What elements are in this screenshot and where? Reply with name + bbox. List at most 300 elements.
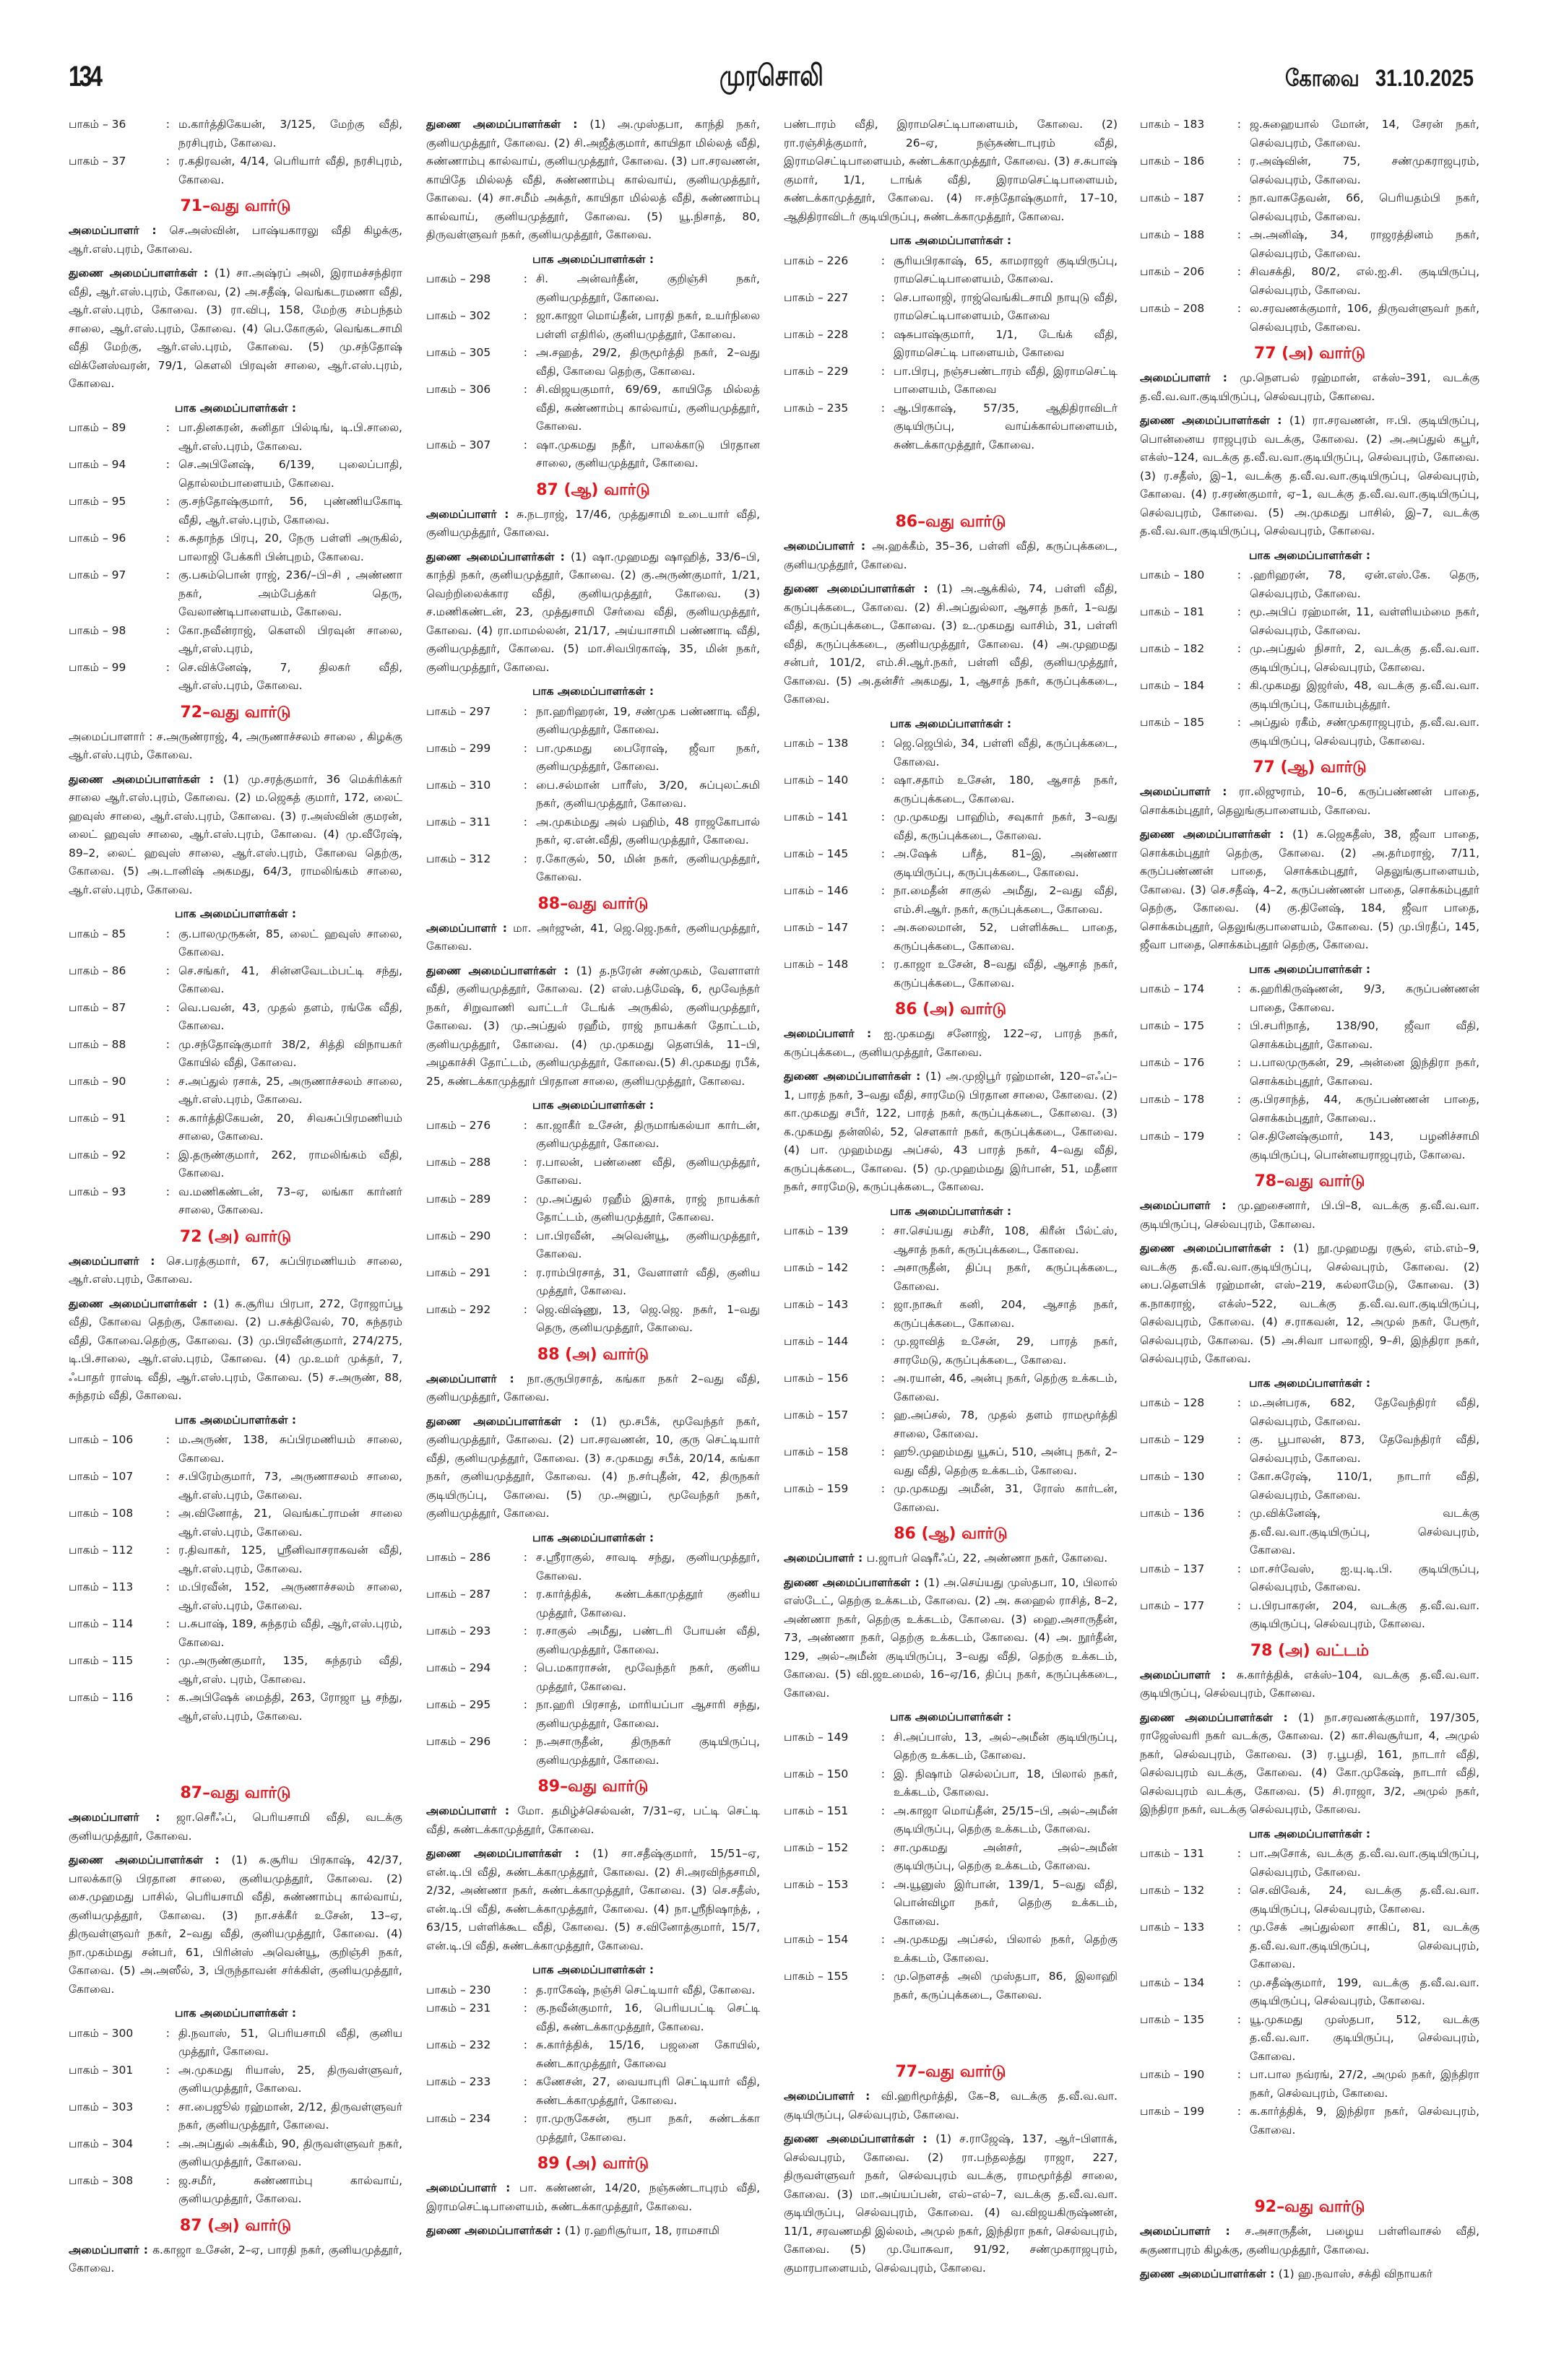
booth-number (1140, 226, 1250, 263)
booth-no: 234 (469, 2112, 491, 2125)
booth-row (784, 1406, 1118, 1443)
organizer-details: மா. அர்ஜுன், 41, ஜெ.ஜெ.நகர், குனியமுத்தூர், கோவை. (426, 921, 760, 953)
deputy-organizers (426, 548, 760, 678)
organizer-label: அமைப்பாளர் : (69, 2243, 153, 2256)
booth-prefix: பாகம் – (69, 660, 112, 674)
separator: : (1237, 155, 1241, 168)
booth-row (784, 735, 1118, 771)
deputies-details: (1) சு.சூரிய பிரபா, 272, ரோஜாப்பூ வீதி, கோவை தெற்கு, கோவை. (2) ப.சக்திவேல், 70, சுந்தரம் வீதி, கோவை.தெற்கு, கோவை. (3) மு.பிரவீன்குமார், 274/275, டி.பி.சாலை, ஆர்.எஸ்.புரம், கோவை. (4) மு.உமர் முக்தர், 7, ஃபாதர் ராஸ்டி வீதி, ஆர்.எஸ்.புரம், கோவை. (5) ச.அருண், 88, சுந்தரம் வீதி, கோவை. (69, 1297, 402, 1402)
booth-organizer: அ.வினோத், 21, வெங்கட்ராமன் சாலை ஆர்.எஸ்.புரம், கோவை. (178, 1507, 402, 1539)
booth-organizer: செ.விக்னேஷ், 7, திலகர் வீதி, ஆர்.எஸ்.புரம், கோவை. (178, 660, 402, 692)
booth-row (426, 1696, 760, 1733)
ward-organizer (1140, 369, 1479, 406)
separator: : (523, 2038, 527, 2051)
ward-heading: 77–வது வார்டு (895, 2063, 1006, 2081)
booth-no: 153 (826, 1877, 849, 1891)
booth-prefix: பாகம் – (426, 1735, 470, 1748)
booth-no: 144 (826, 1335, 849, 1348)
booth-number (1140, 677, 1250, 714)
booth-prefix: பாகம் – (426, 2112, 470, 2125)
separator: : (165, 2137, 170, 2150)
booth-prefix: பாகம் – (426, 1265, 470, 1279)
booth-prefix: பாகம் – (784, 774, 827, 787)
booth-no: 301 (111, 2063, 134, 2077)
booth-organizer: ஷா.முகமது நதீர், பாலக்காடு பிரதான சாலை, குனியமுத்தூர், கோவை. (536, 438, 760, 469)
organizer-label: அமைப்பாளர் : (426, 507, 517, 521)
booth-row (69, 962, 402, 999)
booth-no: 92 (111, 1148, 126, 1161)
ward-organizer (426, 2179, 760, 2216)
booth-organizer: பா.பிரபு, நஞ்சபண்டாரம் வீதி, இராமசெட்டி பாளையம், கோவை (894, 364, 1118, 396)
booth-row (1140, 2066, 1479, 2103)
deputy-organizers (784, 2130, 1118, 2277)
booth-row (426, 703, 760, 740)
separator: : (523, 383, 527, 396)
booth-prefix: பாகம் – (1140, 642, 1183, 655)
deputies-label: துணை அமைப்பாளர்கள் : (1140, 1710, 1299, 1724)
separator: : (881, 1224, 885, 1237)
booth-number (69, 456, 178, 493)
separator: : (165, 568, 170, 581)
booth-number (784, 1728, 894, 1765)
booth-row (69, 622, 402, 659)
booth-prefix: பாகம் – (784, 364, 827, 378)
booth-organizer: கு.பாலமுருகன், 85, லைட் ஹவுஸ் சாலை, கோவை. (178, 927, 402, 959)
separator: : (881, 401, 885, 415)
booth-no: 114 (111, 1617, 134, 1630)
booth-number (426, 1733, 536, 1770)
separator: : (165, 1580, 170, 1593)
booth-no: 134 (1183, 1976, 1205, 1989)
booth-organizer: ர.காஜா உசேன், 8–வது வீதி, ஆசாத் நகர், கருப்புக்கடை, கோவை. (894, 958, 1118, 990)
booth-organizer: ர.அஷ்வின், 75, சண்முகராஜபுரம், செல்வபுரம், கோவை. (1250, 155, 1479, 186)
booth-organizer: பி.சபரிநாத், 138/90, ஜீவா வீதி, சொக்கம்புதூர், கோவை. (1250, 1019, 1479, 1051)
booth-no: 312 (469, 852, 491, 865)
booth-prefix: பாகம் – (1140, 1847, 1183, 1860)
booth-prefix: பாகம் – (69, 1111, 112, 1125)
booth-number (1140, 1431, 1250, 1468)
booth-prefix: பாகம் – (1140, 1507, 1183, 1520)
deputies-label: துணை அமைப்பாளர்கள் : (426, 550, 571, 563)
separator: : (165, 2026, 170, 2040)
separator: : (165, 2100, 170, 2113)
ward-heading: 88–வது வார்டு (537, 894, 649, 913)
booth-no: 86 (111, 964, 126, 977)
booth-organizer: மூ.அபிப் ரஹ்மான், 11, வள்ளியம்மை நகர், செல்வபுரம், கோவை. (1250, 605, 1479, 637)
deputies-label: துணை அமைப்பாளர்கள் : (426, 1847, 593, 1860)
deputy-organizers (1140, 1709, 1479, 1819)
ward-section (426, 1776, 760, 2147)
booth-organizer: ஜா.காஜா மொய்தீன், பாரதி நகர், உயர்நிலை பள்ளி எதிரில், குனியமுத்தூர், கோவை. (536, 309, 760, 341)
booth-prefix: பாகம் – (69, 532, 112, 545)
separator: : (881, 1970, 885, 1983)
masthead (69, 56, 1474, 107)
booth-row (426, 1981, 760, 2000)
booth-prefix: பாகம் – (1140, 191, 1183, 204)
booth-number (426, 2036, 536, 2073)
booth-no: 293 (469, 1624, 491, 1637)
deputies-label: துணை அமைப்பாளர்கள் : (69, 1853, 232, 1866)
ward-organizer (69, 2241, 402, 2278)
booth-row (426, 1622, 760, 1659)
booth-organizer: ஜெ.ஜெபில், 34, பள்ளி வீதி, கருப்புக்கடை, கோவை. (894, 737, 1118, 769)
separator: : (881, 921, 885, 934)
booth-organizers-heading: பாக அமைப்பாளர்கள் : (1248, 1827, 1371, 1840)
booth-number (784, 1259, 894, 1296)
booth-number (1140, 1560, 1250, 1597)
booth-organizer: அ.காஜா மொய்தீன், 25/15–பி, அல்–அமீன் குடியிருப்பு, தெற்கு உக்கடம், கோவை. (894, 1804, 1118, 1835)
booth-row (1140, 566, 1479, 603)
booth-row (784, 1259, 1118, 1296)
separator: : (165, 1148, 170, 1161)
booth-prefix: பாகம் – (784, 290, 827, 304)
booth-no: 190 (1183, 2068, 1205, 2081)
separator: : (881, 1335, 885, 1348)
organizer-details: ச.அசாருதீன், பழைய பள்ளிவாசல் வீதி, சுகுணாபுரம் கிழக்கு, குனியமுத்தூர், கோவை. (1140, 2225, 1480, 2256)
booth-no: 298 (469, 272, 491, 285)
booth-row (1140, 1394, 1479, 1431)
booth-prefix: பாகம் – (784, 810, 827, 823)
booth-list (1140, 566, 1479, 750)
organizer-details: மோ. தமிழ்ச்செல்வன், 7/31–ஏ, பட்டி செட்டி வீதி, சுண்டக்காமுத்தூர், கோவை. (426, 1804, 760, 1836)
booth-no: 178 (1183, 1093, 1205, 1106)
booth-organizer: கோ.சுரேஷ், 110/1, நாடார் வீதி, செல்வபுரம், கோவை. (1250, 1470, 1479, 1502)
booth-no: 98 (111, 623, 126, 637)
booth-number (426, 1696, 536, 1733)
booth-number (69, 659, 178, 696)
booth-no: 177 (1183, 1598, 1205, 1612)
ward-section (1140, 343, 1479, 750)
booth-number (1140, 1505, 1250, 1560)
booth-organizer: பை.சல்மான் பாரீஸ், 3/20, சுப்புலட்சுமி நகர், குனியமுத்தூர், கோவை. (536, 778, 760, 810)
edition-date: 31.10.2025 (1375, 65, 1474, 91)
deputy-organizers (1140, 2265, 1479, 2284)
ward-heading: 89 (அ) வார்டு (537, 2155, 649, 2173)
booth-organizers-heading: பாக அமைப்பாளர்கள் : (889, 1710, 1012, 1723)
separator: : (881, 1933, 885, 1946)
booth-row (784, 399, 1118, 455)
booth-no: 155 (826, 1970, 849, 1983)
booth-number (784, 399, 894, 455)
booth-organizer: ப.பாலமுருகன், 29, அன்னை இந்திரா நகர், சொக்கம்புதூர், கோவை. (1250, 1056, 1479, 1088)
booth-number (1140, 2011, 1250, 2067)
booth-organizers-heading: பாக அமைப்பாளர்கள் : (174, 401, 297, 415)
booth-prefix: பாகம் – (1140, 1598, 1183, 1612)
column-3 (784, 116, 1118, 2283)
deputies-label: துணை அமைப்பாளர்கள் : (69, 267, 215, 280)
ward-organizer (426, 919, 760, 956)
booth-prefix: பாகம் – (784, 401, 827, 415)
deputies-label: துணை அமைப்பாளர்கள் : (426, 964, 576, 977)
booth-number (426, 776, 536, 813)
deputies-label: துணை அமைப்பாளர்கள் : (426, 1414, 591, 1428)
ward-section (784, 999, 1118, 1517)
booth-no: 150 (826, 1767, 849, 1780)
booth-organizer: அ.சுலைமான், 52, பள்ளிக்கூட பாதை, கருப்புக்கடை, கோவை. (894, 921, 1118, 953)
separator: : (1237, 1921, 1241, 1934)
deputies-label: துணை அமைப்பாளர்கள் : (1140, 828, 1293, 841)
booth-row (69, 1468, 402, 1505)
booth-list (1140, 1394, 1479, 1634)
ward-heading: 78 (அ) வட்டம் (1250, 1641, 1370, 1660)
separator: : (881, 1372, 885, 1385)
separator: : (1237, 1470, 1241, 1483)
separator: : (1237, 1976, 1241, 1989)
booth-organizers-heading: பாக அமைப்பாளர்கள் : (532, 1099, 654, 1112)
separator: : (165, 532, 170, 545)
booth-no: 140 (826, 774, 849, 787)
booth-organizer: பெ.மகாராசன், மூவேந்தர் நகர், குனிய முத்தூர், கோவை. (536, 1661, 760, 1693)
booth-organizer: தி.நவாஸ், 51, பெரியசாமி வீதி, குனிய முத்தூர், கோவை. (178, 2026, 402, 2058)
ward-organizer (1140, 1666, 1479, 1703)
organizer-details: மு.நௌபல் ரஹ்மான், எக்ஸ்–391, வடக்கு த.வீ.வ.வா.குடியிருப்பு, செல்வபுரம், கோவை. (1140, 371, 1479, 403)
separator: : (1237, 1093, 1241, 1106)
booth-number (1140, 1597, 1250, 1634)
ward-section (784, 1523, 1118, 2004)
separator: : (523, 1983, 527, 1996)
booth-prefix: பாகம் – (69, 964, 112, 977)
booth-row (1140, 980, 1479, 1017)
separator: : (881, 1840, 885, 1854)
booth-prefix: பாகம் – (426, 2038, 470, 2051)
booth-no: 112 (111, 1544, 134, 1557)
ward-section (784, 2061, 1118, 2277)
organizer-label: அமைப்பாளர் : (1140, 1199, 1238, 1212)
booth-row (426, 813, 760, 850)
separator: : (165, 495, 170, 508)
booth-row (69, 116, 402, 152)
booth-no: 154 (826, 1933, 849, 1946)
booth-no: 95 (111, 495, 126, 508)
separator: : (165, 1000, 170, 1014)
booth-organizer: க.ஹரிகிருஷ்ணன், 9/3, கருப்பண்ணன் பாதை, கோவை. (1250, 982, 1479, 1014)
booth-prefix: பாகம் – (784, 1335, 827, 1348)
edition-city: கோவை (1285, 65, 1360, 91)
booth-row (426, 850, 760, 887)
separator: : (1237, 2105, 1241, 2118)
booth-organizer: கு.பசும்பொன் ராஜ், 236/–பி–சி , அண்ணா நகர், அம்பேத்கர் தெரு, வேலாண்டிபாளையம், கோவை. (178, 568, 402, 618)
booth-number (426, 703, 536, 740)
booth-prefix: பாகம் – (1140, 1884, 1183, 1897)
booth-number (69, 529, 178, 566)
booth-organizers-heading: பாக அமைப்பாளர்கள் : (532, 1963, 654, 1976)
deputy-organizers (1140, 826, 1479, 955)
column-2 (426, 116, 760, 2246)
booth-organizer: அ.முகமது ரியாஸ், 25, திருவள்ளுவர், குனியமுத்தூர், கோவை. (178, 2063, 402, 2095)
booth-number (69, 1689, 178, 1726)
booth-no: 113 (111, 1580, 134, 1593)
separator: : (1237, 191, 1241, 204)
booth-row (784, 1480, 1118, 1517)
booth-prefix: பாகம் – (1140, 265, 1183, 278)
booth-no: 302 (469, 309, 491, 322)
booth-organizer: செ.பாலாஜி, ராஜ்வெங்கிடசாமி நாயுடு வீதி, ராமசெட்டிபாளையம், கோவை (894, 290, 1118, 322)
booth-number (784, 1765, 894, 1802)
booth-no: 235 (826, 401, 849, 415)
booth-no: 182 (1183, 642, 1205, 655)
spacer (784, 454, 1118, 505)
booth-row (1140, 1091, 1479, 1128)
booth-organizer: வெ.பவன், 43, முதல் தளம், ரங்கே வீதி, கோவை. (178, 1000, 402, 1032)
organizer-details: க.காஜா உசேன், 2–ஏ, பாரதி நகர், குனியமுத்தூர், கோவை. (69, 2243, 402, 2275)
ward-organizer (784, 537, 1118, 574)
booth-row (784, 771, 1118, 808)
separator: : (1237, 1507, 1241, 1520)
booth-prefix: பாகம் – (1140, 1130, 1183, 1143)
booth-prefix: பாகம் – (69, 1470, 112, 1483)
booth-prefix: பாகம் – (69, 1433, 112, 1446)
deputies-label: துணை அமைப்பாளர்கள் : (784, 582, 937, 595)
booth-organizer: ச.ஸ்ரீராகுல், சாவடி சந்து, குனியமுத்தூர், கோவை. (536, 1551, 760, 1583)
booth-no: 179 (1183, 1130, 1205, 1143)
booth-number (426, 1999, 536, 2036)
booth-number (426, 381, 536, 436)
booth-prefix: பாகம் – (784, 847, 827, 860)
booth-no: 297 (469, 704, 491, 718)
booth-organizers-heading: பாக அமைப்பாளர்கள் : (532, 1531, 654, 1544)
booth-row (1140, 1560, 1479, 1597)
booth-row (69, 2135, 402, 2172)
booth-number (784, 735, 894, 771)
booth-no: 230 (469, 1983, 491, 1996)
separator: : (1237, 1598, 1241, 1612)
booth-row (784, 289, 1118, 326)
organizer-details: சு.கார்த்திக், எக்ஸ்–104, வடக்கு த.வீ.வ.வா. குடியிருப்பு, செல்வபுரம், கோவை. (1140, 1668, 1479, 1700)
deputy-organizers (1140, 412, 1479, 541)
ward-section (69, 1226, 402, 1726)
booth-list (784, 1728, 1118, 2005)
booth-row (69, 1505, 402, 1541)
booth-no: 183 (1183, 118, 1205, 131)
booth-no: 176 (1183, 1056, 1205, 1069)
booth-list (1140, 1845, 1479, 2139)
booth-number (784, 1931, 894, 1968)
separator: : (165, 660, 170, 674)
booth-list (69, 116, 402, 189)
booth-row (69, 999, 402, 1036)
booth-number (1140, 152, 1250, 189)
booth-row (784, 1765, 1118, 1802)
booth-prefix: பாகம் – (426, 1551, 470, 1564)
ward-organizer (784, 1025, 1118, 1062)
booth-row (1140, 1505, 1479, 1560)
booth-list (1140, 980, 1479, 1164)
booth-organizer: கோ.நவீன்ராஜ், கௌலி பிரவுன் சாலை, ஆர்,எஸ்.புரம், (178, 623, 402, 655)
booth-no: 87 (111, 1000, 126, 1014)
booth-row (1140, 116, 1479, 152)
separator: : (165, 1507, 170, 1520)
booth-row (784, 1802, 1118, 1839)
ward-heading: 71–வது வார்டு (180, 197, 291, 215)
ward-section (784, 511, 1118, 992)
booth-no: 136 (1183, 1507, 1205, 1520)
booth-list (426, 270, 760, 473)
booth-no: 181 (1183, 605, 1205, 618)
spacer (69, 1726, 402, 1776)
booth-number (69, 999, 178, 1036)
separator: : (165, 1691, 170, 1704)
booth-number (426, 1301, 536, 1338)
separator: : (881, 364, 885, 378)
deputies-details: (1) ர.ஹரிசூர்யா, 18, ராமசாமி (564, 2224, 719, 2237)
deputies-label: துணை அமைப்பாளர்கள் : (1140, 1242, 1294, 1255)
booth-no: 108 (111, 1507, 134, 1520)
continued-section (1140, 116, 1479, 337)
booth-number (426, 1227, 536, 1264)
booth-no: 96 (111, 532, 126, 545)
booth-number (69, 1146, 178, 1183)
booth-row (784, 1222, 1118, 1259)
booth-organizer: ர.கார்த்திக், சுண்டக்காமுத்தூர் குனிய முத்தூர், கோவை. (536, 1588, 760, 1619)
organizer-details: ப.ஜாபர் ஷெரீஃப், 22, அண்ணா நகர், கோவை. (866, 1552, 1108, 1565)
ward-section (69, 702, 402, 1220)
booth-number (69, 1109, 178, 1146)
separator: : (165, 1111, 170, 1125)
separator: : (165, 2063, 170, 2077)
ward-section (1140, 1640, 1479, 2140)
booth-row (1140, 603, 1479, 640)
booth-organizer: சா.முகமது அன்சர், அல்–அமீன் குடியிருப்பு, தெற்கு உக்கடம், கோவை. (894, 1840, 1118, 1872)
booth-number (784, 289, 894, 326)
booth-row (784, 808, 1118, 845)
booth-row (1140, 1918, 1479, 1974)
booth-number (69, 2061, 178, 2098)
booth-prefix: பாகம் – (1140, 1396, 1183, 1409)
separator: : (165, 1185, 170, 1198)
deputies-details: (1) த.நரேன் சண்முகம், வேளாளர் வீதி, குனியமுத்தூர், கோவை. (2) எஸ்.பத்மேஷ், 6, மூவேந்தர் நகர், சிறுவாணி வாட்டர் டேங்க் அருகில், குனியமுத்தூர், கோவை. (3) மு.அப்துல் ரஹீம், ராஜ் நாயக்கர் தோட்டம், குனியமுத்தூர், கோவை. (4) மு.முகமது தௌபிக், 11–பி, அழகாச்சி தோட்டம், குனியமுத்தூர், கோவை.(5) சி.முகமது ரபீக், 25, சுண்டக்காமுத்தூர் பிரதான சாலை, குனியமுத்தூர், கோவை. (426, 964, 760, 1088)
booth-prefix: பாகம் – (426, 2075, 470, 2088)
deputies-label: துணை அமைப்பாளர்கள் : (1140, 414, 1289, 427)
booth-number (69, 1615, 178, 1652)
booth-organizer: ஷா.சதாம் உசேன், 180, ஆசாத் நகர், கருப்புக்கடை, கோவை. (894, 774, 1118, 805)
booth-number (784, 771, 894, 808)
organizer-label: அமைப்பாளர் : (1140, 371, 1240, 384)
booth-row (784, 1839, 1118, 1876)
booth-organizer: க.அபிஷேக் மைத்தி, 263, ரோஜா பூ சந்து, ஆர்,எஸ்.புரம், கோவை. (178, 1691, 402, 1723)
separator: : (881, 810, 885, 823)
organizer-label: அமைப்பாளர் : (784, 2090, 881, 2103)
booth-list (426, 1117, 760, 1338)
booth-row (69, 152, 402, 189)
booth-row (784, 326, 1118, 363)
booth-organizer: சூரியபிரகாஷ், 65, காமராஜர் குடியிருப்பு, ராமசெட்டிபாளையம், கோவை. (894, 254, 1118, 285)
separator: : (1237, 1847, 1241, 1860)
ward-section (426, 2153, 760, 2241)
booth-organizer: நா.மைதீன் சாகுல் அமீது, 2–வது வீதி, எம்.சி.ஆர். நகர், கருப்புக்கடை, கோவை. (894, 884, 1118, 916)
booth-row (784, 1931, 1118, 1968)
organizer-label: அமைப்பாளர் : (426, 921, 514, 935)
booth-no: 128 (1183, 1396, 1205, 1409)
ward-organizer (69, 222, 402, 259)
booth-organizers-heading: பாக அமைப்பாளர்கள் : (532, 252, 654, 266)
booth-row (69, 566, 402, 622)
booth-organizer: இ.தருண்குமார், 262, ராமலிங்கம் வீதி, கோவை. (178, 1148, 402, 1180)
booth-prefix: பாகம் – (784, 1840, 827, 1854)
booth-prefix: பாகம் – (69, 1037, 112, 1051)
booth-no: 99 (111, 660, 126, 674)
booth-prefix: பாகம் – (784, 1970, 827, 1983)
booth-row (69, 456, 402, 493)
booth-row (426, 1227, 760, 1264)
booth-organizers-heading: பாக அமைப்பாளர்கள் : (889, 234, 1012, 247)
booth-prefix: பாகம் – (1140, 568, 1183, 581)
booth-no: 184 (1183, 679, 1205, 692)
booth-number (1140, 1394, 1250, 1431)
booth-prefix: பாகம் – (69, 458, 112, 471)
booth-organizer: த.ராகேஷ், நஞ்சி செட்டியார் வீதி, கோவை. (536, 1983, 756, 1996)
booth-no: 232 (469, 2038, 491, 2051)
separator: : (523, 272, 527, 285)
